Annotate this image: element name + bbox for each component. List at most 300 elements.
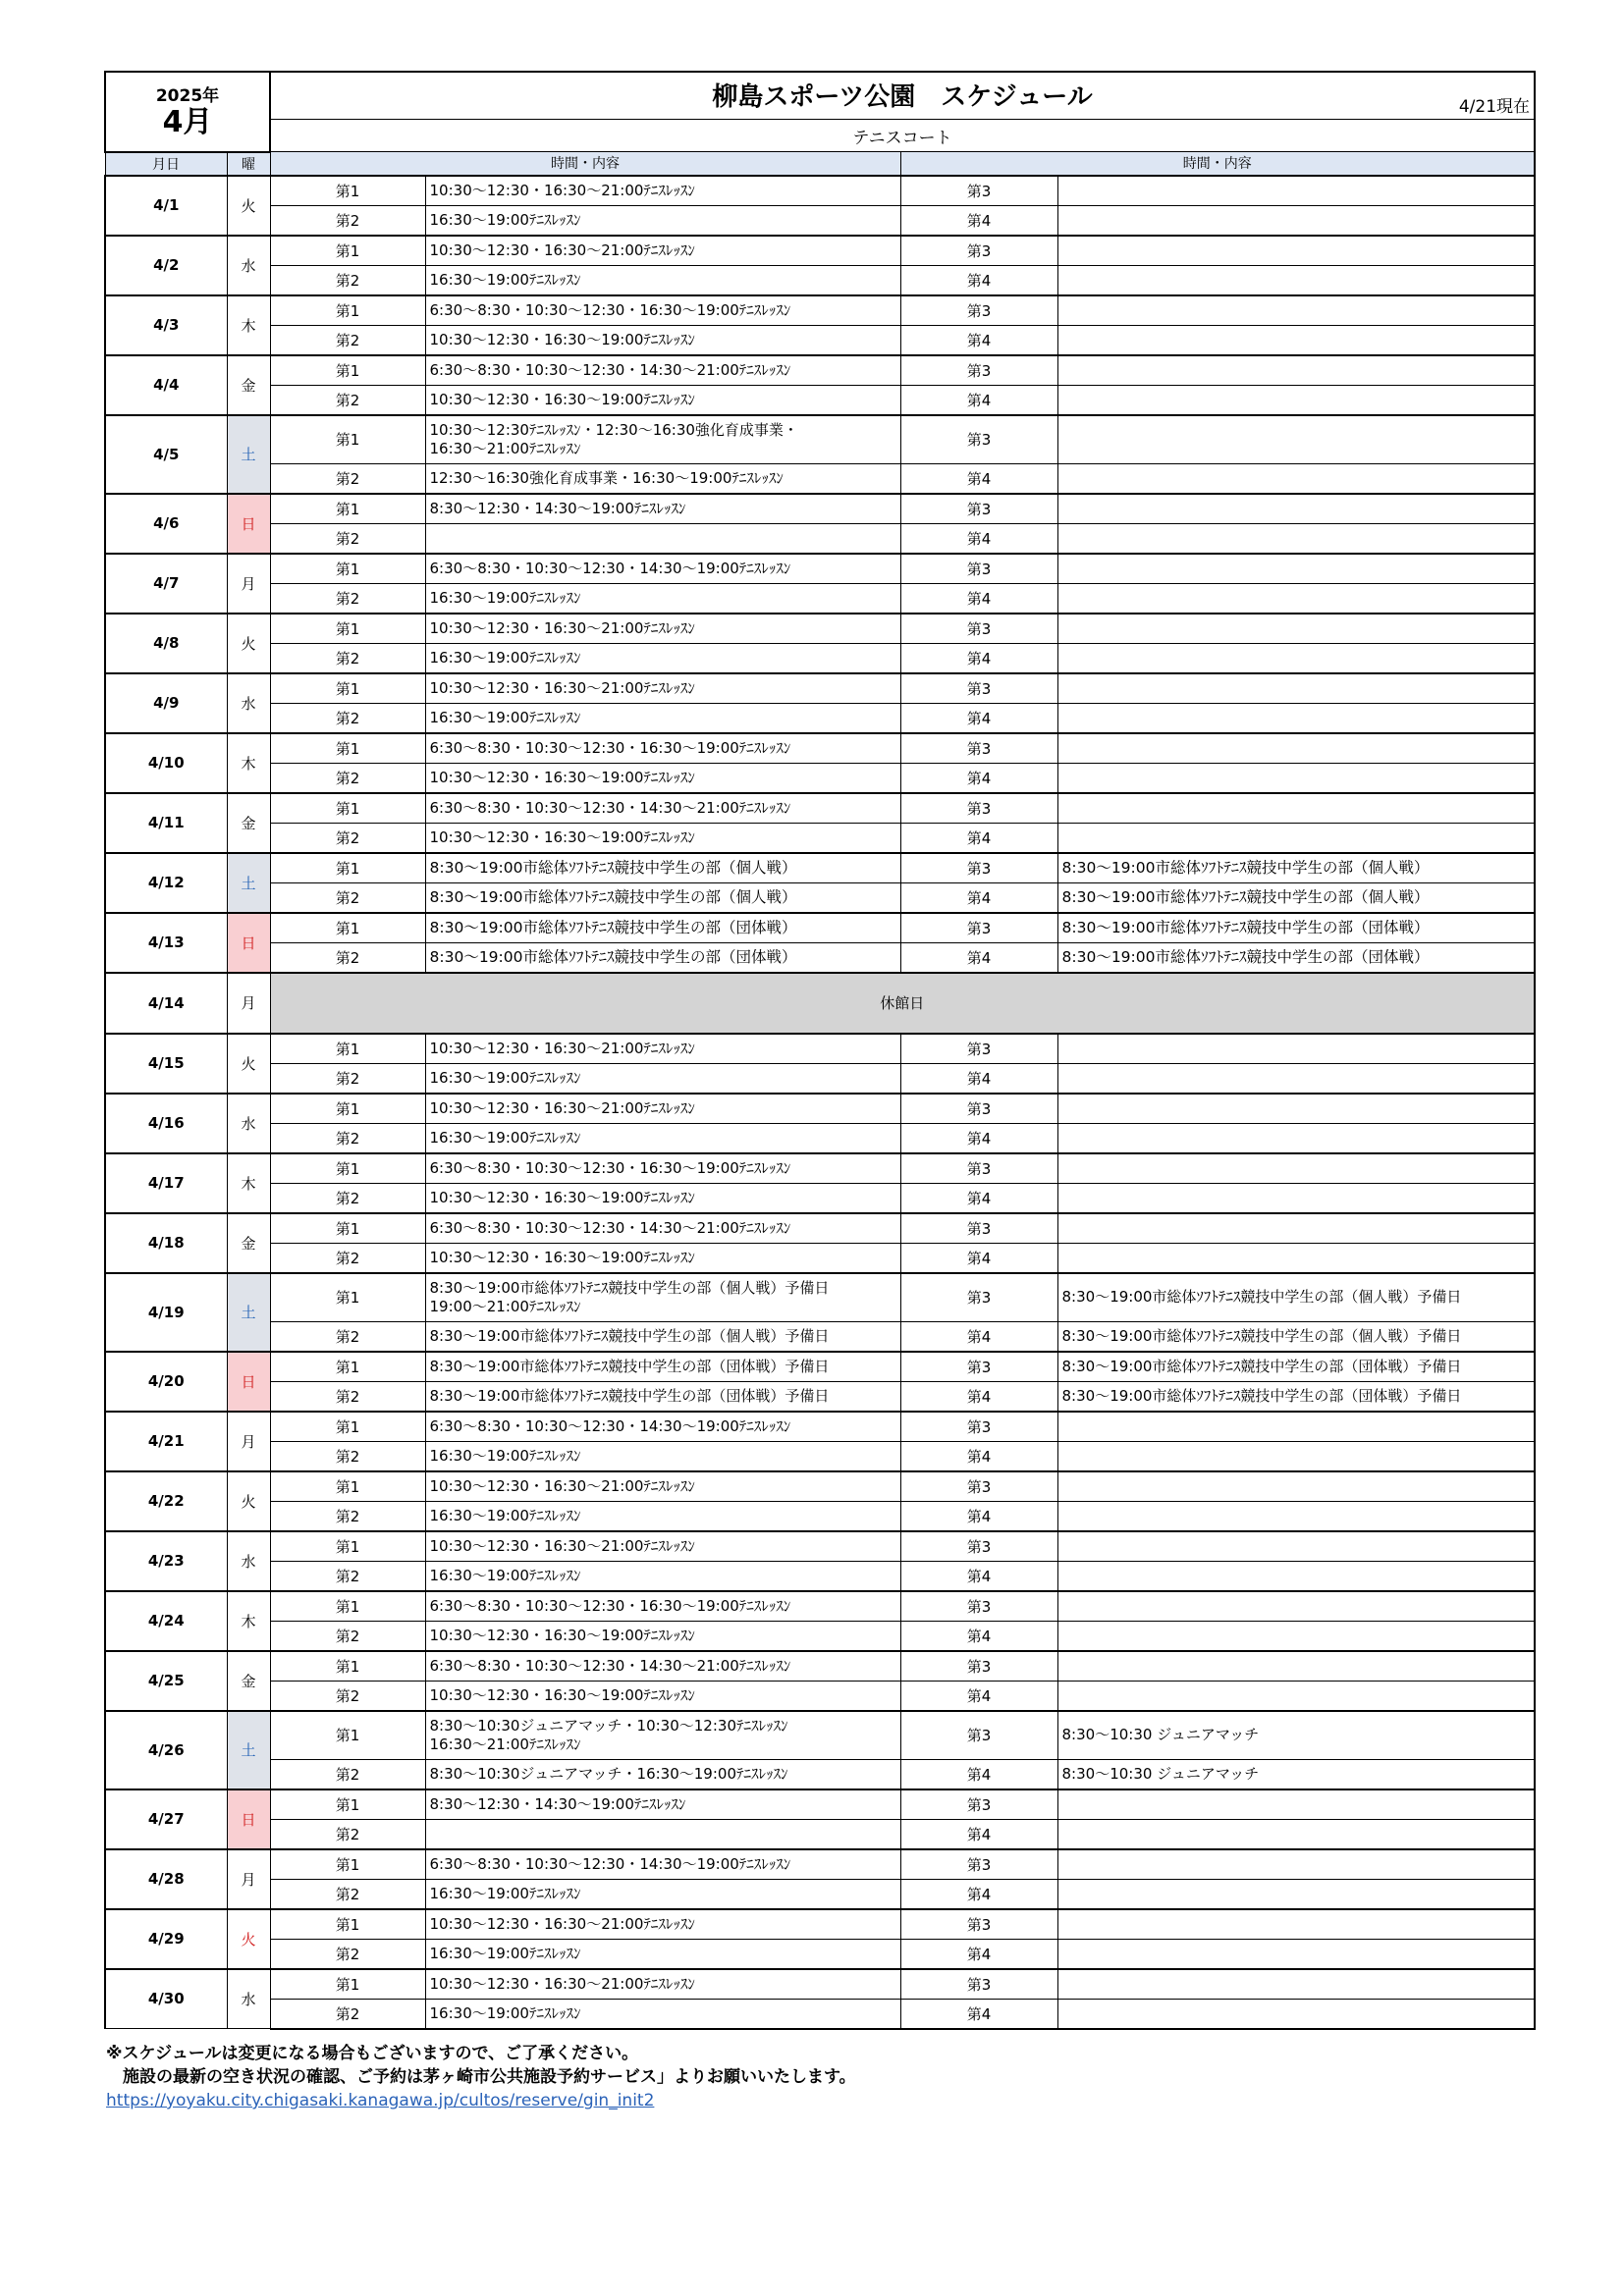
court-schedule: 6:30～8:30・10:30～12:30・16:30～19:00ﾃﾆｽﾚｯｽﾝ xyxy=(425,1153,900,1184)
day-weekday: 火 xyxy=(227,614,270,673)
court-schedule xyxy=(1057,1412,1535,1442)
day-date: 4/5 xyxy=(105,415,227,494)
year-label: 2025年 xyxy=(155,85,220,106)
court-schedule: 16:30～19:00ﾃﾆｽﾚｯｽﾝ xyxy=(425,1441,900,1471)
court-schedule: 8:30～19:00市総体ｿﾌﾄﾃﾆｽ競技中学生の部（個人戦）予備日 xyxy=(1057,1273,1535,1322)
court-label: 第2 xyxy=(270,1321,425,1352)
day-row xyxy=(105,554,1535,584)
court-label: 第2 xyxy=(270,265,425,295)
court-schedule xyxy=(1057,1819,1535,1849)
court-label: 第2 xyxy=(270,583,425,614)
court-label: 第4 xyxy=(900,385,1057,415)
day-date: 4/14 xyxy=(105,973,227,1034)
day-row xyxy=(105,415,1535,464)
day-weekday: 日 xyxy=(227,913,270,973)
court-label: 第2 xyxy=(270,823,425,853)
as-of-date: 4/21現在 xyxy=(1458,97,1531,117)
court-schedule: 8:30～19:00市総体ｿﾌﾄﾃﾆｽ競技中学生の部（個人戦） xyxy=(1057,882,1535,913)
day-weekday: 月 xyxy=(227,973,270,1034)
day-row xyxy=(105,1561,1535,1591)
court-label: 第4 xyxy=(900,463,1057,494)
court-schedule: 10:30～12:30・16:30～19:00ﾃﾆｽﾚｯｽﾝ xyxy=(425,763,900,793)
day-row xyxy=(105,236,1535,266)
court-schedule xyxy=(1057,205,1535,236)
day-row xyxy=(105,1759,1535,1789)
court-label: 第3 xyxy=(900,355,1057,386)
court-label: 第1 xyxy=(270,1591,425,1622)
court-label: 第4 xyxy=(900,205,1057,236)
day-row xyxy=(105,1183,1535,1213)
day-date: 4/13 xyxy=(105,913,227,973)
court-label: 第4 xyxy=(900,325,1057,355)
day-row xyxy=(105,583,1535,614)
court-schedule xyxy=(1057,1501,1535,1531)
day-weekday: 水 xyxy=(227,236,270,295)
court-label: 第1 xyxy=(270,176,425,206)
court-label: 第1 xyxy=(270,355,425,386)
court-schedule xyxy=(1057,1243,1535,1273)
court-label: 第2 xyxy=(270,763,425,793)
court-label: 第3 xyxy=(900,295,1057,326)
day-weekday: 月 xyxy=(227,1412,270,1471)
day-weekday: 木 xyxy=(227,1153,270,1213)
day-row xyxy=(105,733,1535,764)
court-schedule: 16:30～19:00ﾃﾆｽﾚｯｽﾝ xyxy=(425,1879,900,1909)
court-schedule: 8:30～19:00市総体ｿﾌﾄﾃﾆｽ競技中学生の部（個人戦）予備日 xyxy=(425,1321,900,1352)
court-schedule xyxy=(1057,385,1535,415)
court-schedule xyxy=(1057,1789,1535,1820)
court-schedule: 8:30～19:00市総体ｿﾌﾄﾃﾆｽ競技中学生の部（団体戦） xyxy=(425,942,900,973)
court-label: 第3 xyxy=(900,793,1057,824)
month-label: 4月 xyxy=(162,104,213,139)
court-label: 第1 xyxy=(270,1651,425,1682)
court-label: 第3 xyxy=(900,236,1057,266)
day-weekday: 土 xyxy=(227,1711,270,1789)
court-schedule xyxy=(1057,703,1535,733)
court-label: 第3 xyxy=(900,1531,1057,1562)
court-schedule: 6:30～8:30・10:30～12:30・14:30～21:00ﾃﾆｽﾚｯｽﾝ xyxy=(425,793,900,824)
court-label: 第4 xyxy=(900,1123,1057,1153)
day-row xyxy=(105,1213,1535,1244)
day-weekday: 金 xyxy=(227,1651,270,1711)
court-label: 第4 xyxy=(900,265,1057,295)
day-row xyxy=(105,295,1535,326)
day-row xyxy=(105,1909,1535,1940)
reservation-link[interactable]: https://yoyaku.city.chigasaki.kanagawa.jp/cultos/reserve/gin_init2 xyxy=(106,2091,655,2110)
day-row xyxy=(105,643,1535,673)
court-schedule xyxy=(1057,1909,1535,1940)
court-label: 第4 xyxy=(900,1501,1057,1531)
court-schedule: 16:30～19:00ﾃﾆｽﾚｯｽﾝ xyxy=(425,583,900,614)
court-schedule xyxy=(1057,763,1535,793)
day-weekday: 金 xyxy=(227,355,270,415)
court-label: 第2 xyxy=(270,643,425,673)
court-label: 第1 xyxy=(270,614,425,644)
court-label: 第1 xyxy=(270,1213,425,1244)
court-schedule: 10:30～12:30・16:30～19:00ﾃﾆｽﾚｯｽﾝ xyxy=(425,1681,900,1711)
day-row xyxy=(105,1273,1535,1322)
day-row xyxy=(105,1711,1535,1760)
court-label: 第3 xyxy=(900,1153,1057,1184)
court-schedule xyxy=(1057,673,1535,704)
court-schedule: 8:30～10:30 ジュニアマッチ xyxy=(1057,1759,1535,1789)
page-title: 柳島スポーツ公園 スケジュール xyxy=(712,82,1093,112)
court-schedule xyxy=(1057,265,1535,295)
court-schedule xyxy=(1057,1561,1535,1591)
court-schedule xyxy=(1057,295,1535,326)
court-label: 第4 xyxy=(900,823,1057,853)
court-schedule: 10:30～12:30・16:30～19:00ﾃﾆｽﾚｯｽﾝ xyxy=(425,1621,900,1651)
day-row xyxy=(105,1441,1535,1471)
day-row xyxy=(105,942,1535,973)
court-schedule: 8:30～19:00市総体ｿﾌﾄﾃﾆｽ競技中学生の部（団体戦）予備日 xyxy=(1057,1352,1535,1382)
day-date: 4/15 xyxy=(105,1034,227,1094)
day-date: 4/25 xyxy=(105,1651,227,1711)
court-label: 第4 xyxy=(900,1441,1057,1471)
court-schedule: 16:30～19:00ﾃﾆｽﾚｯｽﾝ xyxy=(425,1939,900,1969)
court-schedule: 6:30～8:30・10:30～12:30・16:30～19:00ﾃﾆｽﾚｯｽﾝ xyxy=(425,1591,900,1622)
court-label: 第1 xyxy=(270,913,425,943)
court-label: 第2 xyxy=(270,882,425,913)
court-schedule xyxy=(1057,1034,1535,1064)
court-label: 第4 xyxy=(900,1243,1057,1273)
court-schedule: 16:30～19:00ﾃﾆｽﾚｯｽﾝ xyxy=(425,265,900,295)
day-row xyxy=(105,523,1535,554)
day-date: 4/26 xyxy=(105,1711,227,1789)
court-label: 第2 xyxy=(270,1999,425,2029)
day-date: 4/2 xyxy=(105,236,227,295)
court-label: 第3 xyxy=(900,1849,1057,1880)
day-row xyxy=(105,1063,1535,1094)
day-row xyxy=(105,1999,1535,2029)
day-row xyxy=(105,1243,1535,1273)
day-row xyxy=(105,1789,1535,1820)
court-schedule xyxy=(1057,1591,1535,1622)
court-label: 第2 xyxy=(270,523,425,554)
day-row xyxy=(105,1531,1535,1562)
court-schedule: 8:30～19:00市総体ｿﾌﾄﾃﾆｽ競技中学生の部（個人戦）予備日 19:00～21:00ﾃﾆｽﾚｯｽﾝ xyxy=(425,1273,900,1322)
court-label: 第1 xyxy=(270,236,425,266)
day-row xyxy=(105,1819,1535,1849)
day-date: 4/28 xyxy=(105,1849,227,1909)
day-row xyxy=(105,1969,1535,2000)
day-row xyxy=(105,1621,1535,1651)
day-row xyxy=(105,176,1535,206)
day-date: 4/10 xyxy=(105,733,227,793)
court-schedule: 16:30～19:00ﾃﾆｽﾚｯｽﾝ xyxy=(425,1063,900,1094)
court-schedule: 16:30～19:00ﾃﾆｽﾚｯｽﾝ xyxy=(425,205,900,236)
court-label: 第3 xyxy=(900,494,1057,524)
court-schedule xyxy=(1057,1999,1535,2029)
day-weekday: 火 xyxy=(227,1471,270,1531)
court-schedule xyxy=(1057,733,1535,764)
schedule-table xyxy=(104,71,1536,2030)
court-schedule xyxy=(1057,494,1535,524)
day-weekday: 木 xyxy=(227,733,270,793)
court-label: 第4 xyxy=(900,1561,1057,1591)
court-schedule: 6:30～8:30・10:30～12:30・14:30～21:00ﾃﾆｽﾚｯｽﾝ xyxy=(425,1213,900,1244)
court-schedule: 16:30～19:00ﾃﾆｽﾚｯｽﾝ xyxy=(425,1501,900,1531)
court-schedule xyxy=(1057,823,1535,853)
court-schedule: 6:30～8:30・10:30～12:30・14:30～21:00ﾃﾆｽﾚｯｽﾝ xyxy=(425,355,900,386)
court-schedule: 8:30～19:00市総体ｿﾌﾄﾃﾆｽ競技中学生の部（個人戦） xyxy=(425,882,900,913)
day-date: 4/20 xyxy=(105,1352,227,1412)
day-date: 4/23 xyxy=(105,1531,227,1591)
court-schedule xyxy=(1057,176,1535,206)
col-content-left-header: 時間・内容 xyxy=(270,152,900,176)
court-label: 第3 xyxy=(900,1213,1057,1244)
court-label: 第4 xyxy=(900,882,1057,913)
day-date: 4/3 xyxy=(105,295,227,355)
court-label: 第3 xyxy=(900,733,1057,764)
court-schedule xyxy=(425,1819,900,1849)
day-weekday: 水 xyxy=(227,1094,270,1153)
col-date-header: 月日 xyxy=(105,152,227,176)
closed-day-label: 休館日 xyxy=(270,973,1535,1034)
court-schedule: 6:30～8:30・10:30～12:30・14:30～19:00ﾃﾆｽﾚｯｽﾝ xyxy=(425,1849,900,1880)
court-schedule: 8:30～19:00市総体ｿﾌﾄﾃﾆｽ競技中学生の部（団体戦） xyxy=(1057,942,1535,973)
day-weekday: 金 xyxy=(227,1213,270,1273)
year-month-cell xyxy=(105,72,270,152)
court-label: 第4 xyxy=(900,523,1057,554)
day-weekday: 土 xyxy=(227,853,270,913)
day-date: 4/6 xyxy=(105,494,227,554)
court-label: 第1 xyxy=(270,554,425,584)
day-row xyxy=(105,385,1535,415)
court-schedule: 10:30～12:30・16:30～19:00ﾃﾆｽﾚｯｽﾝ xyxy=(425,823,900,853)
court-label: 第4 xyxy=(900,1819,1057,1849)
court-schedule: 10:30～12:30・16:30～21:00ﾃﾆｽﾚｯｽﾝ xyxy=(425,1034,900,1064)
court-schedule: 10:30～12:30・16:30～21:00ﾃﾆｽﾚｯｽﾝ xyxy=(425,614,900,644)
court-label: 第3 xyxy=(900,176,1057,206)
court-label: 第1 xyxy=(270,1034,425,1064)
court-label: 第2 xyxy=(270,1501,425,1531)
court-label: 第2 xyxy=(270,1621,425,1651)
court-label: 第4 xyxy=(900,1381,1057,1412)
court-schedule xyxy=(1057,325,1535,355)
court-schedule: 6:30～8:30・10:30～12:30・14:30～21:00ﾃﾆｽﾚｯｽﾝ xyxy=(425,1651,900,1682)
day-date: 4/16 xyxy=(105,1094,227,1153)
note-reservation: 施設の最新の空き状況の確認、ご予約は茅ヶ崎市公共施設予約サービス」よりお願いいたします。 xyxy=(106,2067,856,2087)
court-schedule: 8:30～19:00市総体ｿﾌﾄﾃﾆｽ競技中学生の部（個人戦）予備日 xyxy=(1057,1321,1535,1352)
court-label: 第2 xyxy=(270,205,425,236)
day-row xyxy=(105,1034,1535,1064)
day-row xyxy=(105,355,1535,386)
column-header-row xyxy=(105,152,1535,176)
court-label: 第3 xyxy=(900,1471,1057,1502)
court-label: 第2 xyxy=(270,1441,425,1471)
court-schedule: 12:30～16:30強化育成事業・16:30～19:00ﾃﾆｽﾚｯｽﾝ xyxy=(425,463,900,494)
facility-row xyxy=(105,120,1535,152)
court-schedule xyxy=(1057,1094,1535,1124)
court-label: 第4 xyxy=(900,1621,1057,1651)
court-label: 第3 xyxy=(900,1711,1057,1760)
court-label: 第4 xyxy=(900,942,1057,973)
day-row xyxy=(105,703,1535,733)
court-label: 第2 xyxy=(270,1063,425,1094)
court-schedule xyxy=(1057,415,1535,464)
day-row xyxy=(105,1879,1535,1909)
day-row xyxy=(105,1352,1535,1382)
day-row xyxy=(105,265,1535,295)
court-schedule: 8:30～19:00市総体ｿﾌﾄﾃﾆｽ競技中学生の部（団体戦）予備日 xyxy=(425,1381,900,1412)
court-label: 第2 xyxy=(270,1123,425,1153)
court-label: 第4 xyxy=(900,1321,1057,1352)
day-row xyxy=(105,1412,1535,1442)
day-weekday: 月 xyxy=(227,1849,270,1909)
court-schedule: 10:30～12:30・16:30～21:00ﾃﾆｽﾚｯｽﾝ xyxy=(425,673,900,704)
day-date: 4/7 xyxy=(105,554,227,614)
court-label: 第1 xyxy=(270,1412,425,1442)
day-date: 4/19 xyxy=(105,1273,227,1352)
court-label: 第1 xyxy=(270,1711,425,1760)
day-row xyxy=(105,1501,1535,1531)
court-schedule xyxy=(1057,523,1535,554)
court-label: 第1 xyxy=(270,494,425,524)
court-schedule: 8:30～10:30 ジュニアマッチ xyxy=(1057,1711,1535,1760)
day-row xyxy=(105,1381,1535,1412)
court-label: 第3 xyxy=(900,913,1057,943)
schedule-body xyxy=(105,72,1535,2029)
day-row xyxy=(105,205,1535,236)
day-weekday: 土 xyxy=(227,1273,270,1352)
court-schedule: 8:30～19:00市総体ｿﾌﾄﾃﾆｽ競技中学生の部（個人戦） xyxy=(425,853,900,883)
court-label: 第3 xyxy=(900,673,1057,704)
day-row xyxy=(105,1939,1535,1969)
court-schedule: 10:30～12:30・16:30～19:00ﾃﾆｽﾚｯｽﾝ xyxy=(425,385,900,415)
court-label: 第4 xyxy=(900,763,1057,793)
day-weekday: 火 xyxy=(227,1909,270,1969)
court-label: 第1 xyxy=(270,673,425,704)
court-schedule: 6:30～8:30・10:30～12:30・14:30～19:00ﾃﾆｽﾚｯｽﾝ xyxy=(425,1412,900,1442)
court-schedule xyxy=(1057,1969,1535,2000)
court-label: 第3 xyxy=(900,853,1057,883)
court-label: 第3 xyxy=(900,554,1057,584)
court-label: 第1 xyxy=(270,853,425,883)
court-label: 第1 xyxy=(270,1531,425,1562)
day-date: 4/9 xyxy=(105,673,227,733)
court-label: 第3 xyxy=(900,1969,1057,2000)
court-label: 第1 xyxy=(270,1909,425,1940)
col-weekday-header: 曜 xyxy=(227,152,270,176)
day-row xyxy=(105,325,1535,355)
court-schedule: 16:30～19:00ﾃﾆｽﾚｯｽﾝ xyxy=(425,1123,900,1153)
day-row-closed xyxy=(105,973,1535,1034)
day-date: 4/24 xyxy=(105,1591,227,1651)
court-label: 第4 xyxy=(900,1939,1057,1969)
court-label: 第3 xyxy=(900,1909,1057,1940)
court-schedule: 10:30～12:30・16:30～21:00ﾃﾆｽﾚｯｽﾝ xyxy=(425,1531,900,1562)
day-weekday: 火 xyxy=(227,176,270,236)
day-date: 4/22 xyxy=(105,1471,227,1531)
court-schedule: 8:30～19:00市総体ｿﾌﾄﾃﾆｽ競技中学生の部（団体戦） xyxy=(1057,913,1535,943)
court-schedule: 10:30～12:30・16:30～21:00ﾃﾆｽﾚｯｽﾝ xyxy=(425,236,900,266)
court-label: 第2 xyxy=(270,703,425,733)
court-label: 第1 xyxy=(270,415,425,464)
day-weekday: 水 xyxy=(227,1531,270,1591)
day-row xyxy=(105,1123,1535,1153)
day-weekday: 日 xyxy=(227,494,270,554)
court-label: 第3 xyxy=(900,1034,1057,1064)
note-change: ※スケジュールは変更になる場合もございますので、ご了承ください。 xyxy=(106,2044,639,2063)
day-row xyxy=(105,793,1535,824)
day-row xyxy=(105,853,1535,883)
court-label: 第2 xyxy=(270,463,425,494)
court-label: 第2 xyxy=(270,1879,425,1909)
court-schedule xyxy=(1057,1531,1535,1562)
court-schedule: 6:30～8:30・10:30～12:30・16:30～19:00ﾃﾆｽﾚｯｽﾝ xyxy=(425,295,900,326)
court-schedule xyxy=(1057,1879,1535,1909)
court-label: 第2 xyxy=(270,1759,425,1789)
day-date: 4/21 xyxy=(105,1412,227,1471)
court-label: 第2 xyxy=(270,1381,425,1412)
day-row xyxy=(105,763,1535,793)
court-schedule xyxy=(1057,554,1535,584)
facility-label: テニスコート xyxy=(270,120,1535,152)
day-date: 4/30 xyxy=(105,1969,227,2029)
court-schedule xyxy=(1057,643,1535,673)
day-date: 4/27 xyxy=(105,1789,227,1849)
court-label: 第4 xyxy=(900,1759,1057,1789)
court-schedule xyxy=(1057,793,1535,824)
court-schedule xyxy=(1057,1849,1535,1880)
court-schedule: 10:30～12:30・16:30～21:00ﾃﾆｽﾚｯｽﾝ xyxy=(425,1471,900,1502)
court-schedule: 8:30～19:00市総体ｿﾌﾄﾃﾆｽ競技中学生の部（団体戦）予備日 xyxy=(1057,1381,1535,1412)
day-weekday: 月 xyxy=(227,554,270,614)
court-schedule xyxy=(425,523,900,554)
court-label: 第1 xyxy=(270,1969,425,2000)
court-label: 第2 xyxy=(270,942,425,973)
court-label: 第2 xyxy=(270,1561,425,1591)
court-label: 第1 xyxy=(270,1273,425,1322)
day-row xyxy=(105,823,1535,853)
court-label: 第3 xyxy=(900,415,1057,464)
day-row xyxy=(105,1471,1535,1502)
court-label: 第1 xyxy=(270,1471,425,1502)
court-label: 第2 xyxy=(270,1939,425,1969)
court-label: 第2 xyxy=(270,385,425,415)
court-label: 第3 xyxy=(900,1352,1057,1382)
court-schedule xyxy=(1057,1153,1535,1184)
court-label: 第2 xyxy=(270,1243,425,1273)
court-schedule: 6:30～8:30・10:30～12:30・16:30～19:00ﾃﾆｽﾚｯｽﾝ xyxy=(425,733,900,764)
court-label: 第1 xyxy=(270,793,425,824)
court-label: 第4 xyxy=(900,1879,1057,1909)
court-schedule: 16:30～19:00ﾃﾆｽﾚｯｽﾝ xyxy=(425,1561,900,1591)
court-label: 第3 xyxy=(900,1094,1057,1124)
court-schedule xyxy=(1057,1213,1535,1244)
court-label: 第4 xyxy=(900,703,1057,733)
day-date: 4/17 xyxy=(105,1153,227,1213)
notes xyxy=(106,2042,856,2112)
court-label: 第3 xyxy=(900,1651,1057,1682)
schedule-sheet xyxy=(104,71,1534,2030)
day-row xyxy=(105,1094,1535,1124)
court-label: 第1 xyxy=(270,1153,425,1184)
court-label: 第4 xyxy=(900,1063,1057,1094)
day-weekday: 水 xyxy=(227,1969,270,2029)
day-date: 4/18 xyxy=(105,1213,227,1273)
court-schedule: 8:30～19:00市総体ｿﾌﾄﾃﾆｽ競技中学生の部（団体戦）予備日 xyxy=(425,1352,900,1382)
court-schedule: 10:30～12:30・16:30～21:00ﾃﾆｽﾚｯｽﾝ xyxy=(425,1909,900,1940)
court-label: 第1 xyxy=(270,1849,425,1880)
court-label: 第1 xyxy=(270,1094,425,1124)
day-date: 4/29 xyxy=(105,1909,227,1969)
court-label: 第4 xyxy=(900,643,1057,673)
court-label: 第1 xyxy=(270,1352,425,1382)
court-label: 第3 xyxy=(900,614,1057,644)
court-schedule: 8:30～19:00市総体ｿﾌﾄﾃﾆｽ競技中学生の部（個人戦） xyxy=(1057,853,1535,883)
